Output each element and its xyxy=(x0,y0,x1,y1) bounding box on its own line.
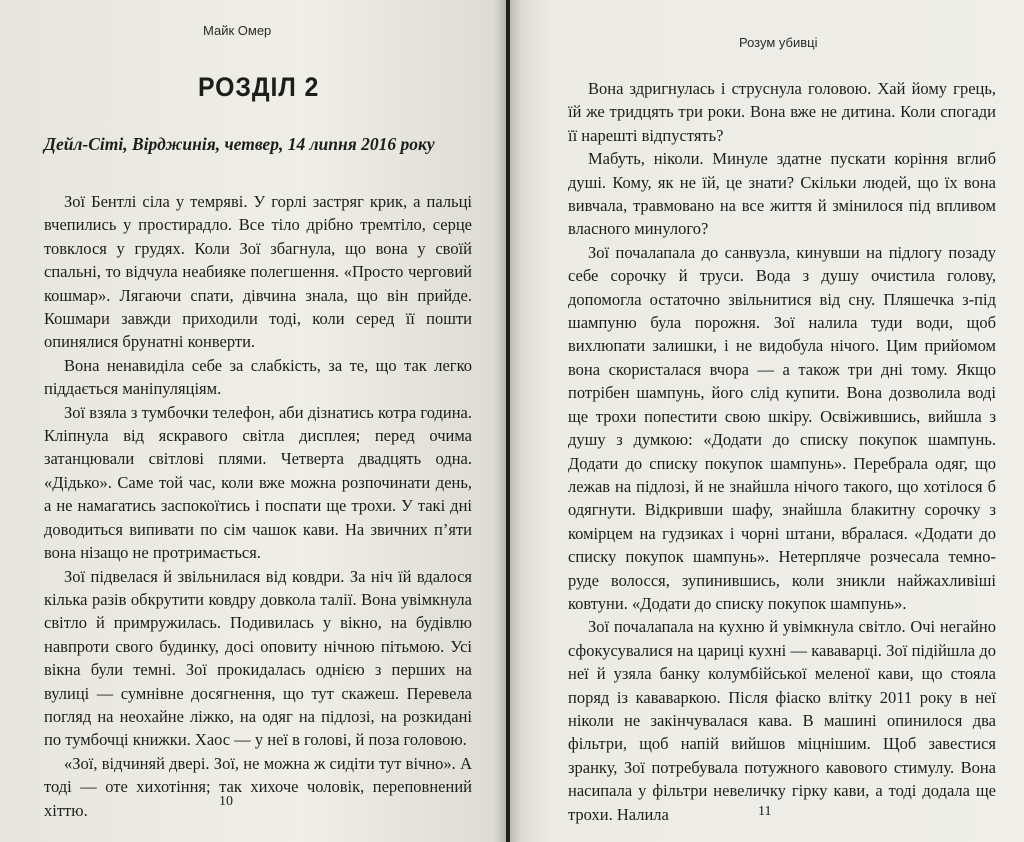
chapter-subheading: Дейл-Сіті, Вірджинія, четвер, 14 липня 2016 року xyxy=(44,134,435,154)
paragraph: Зої підвелася й звільнилася від ковдри. За ніч їй вдалося кілька разів обкрутити ковдру довкола талії. Вона увімкнула світло й примружилась. Подивилась у вікно, на будівлю навпроти свого будинку, досі оповиту нічною пітьмою. Усі вікна були темні. Зої прокидалась однією з перших на вулиці — сумнівне досягнення, що тут скажеш. Перевела погляд на неохайне ліжко, на одяг на підлозі, на розкидані по тумбочці книжки. Хаос — у неї в голові, й поза головою. xyxy=(44,566,472,750)
paragraph: Зої почалапала до санвузла, кинувши на підлогу позаду себе сорочку й труси. Вода з душу очистила голову, допомогла остаточно звільнитися від сну. Пляшечка з-під шампуню була порожня. Зої налила туди води, щоб вихлюпати залишки, і не видобула нічого. Цим прийомом вона скористалася вчора — а також три дні тому. Якщо потрібен шампунь, його слід купити. Вона дозволила воді ще трохи попестити свою шкіру. Освіжившись, вийшла з душу з думкою: «Додати до списку покупок шампунь. Додати до списку покупок шампунь». Перебрала одяг, що лежав на підлозі, й не знайшла нічого такого, що хотілося б одягнути. Відкривши шафу, знайшла блакитну сорочку з комірцем на гудзиках і чорні штани, вбралася. «Додати до списку покупок шампунь». Нетерпляче розчесала темно-руде волосся, зупинившись, коли зникли найжахливіші ковтуни. «Додати до списку покупок шампунь». xyxy=(568,242,996,613)
running-head-author: Майк Омер xyxy=(203,23,272,38)
paragraph: Вона здригнулась і струснула головою. Хай йому грець, їй же тридцять три роки. Вона вже не дитина. Коли спогади її нарешті відпустять? xyxy=(568,79,996,145)
paragraph: Вона ненавиділа себе за слабкість, за те, що так легко піддається маніпуляціям. xyxy=(44,355,472,399)
paragraph: «Зої, відчиняй двері. Зої, не можна ж сидіти тут вічно». А тоді — оте хихотіння; так хихоче чоловік, переповнений хіттю. xyxy=(44,753,472,820)
paragraph: Зої Бентлі сіла у темряві. У горлі застряг крик, а пальці вчепились у простирадло. Все тіло дрібно тремтіло, серце товклося у грудях. Коли Зої збагнула, що вона у своїй спальні, то відчула неабияке полегшення. «Просто черговий кошмар». Лягаючи спати, дівчина знала, що він прийде. Кошмари завжди приходили тоді, коли серед її пошти опинялися брунатні конверти. xyxy=(44,192,472,352)
left-page xyxy=(0,0,506,842)
paragraph: Мабуть, ніколи. Минуле здатне пускати коріння вглиб душі. Кому, як не їй, це знати? Скільки людей, що їх вона вивчала, травмовано на все життя й змінилося під впливом власного минулого? xyxy=(568,149,996,239)
right-body-text xyxy=(568,77,996,826)
right-page xyxy=(510,0,1024,842)
left-body-text xyxy=(44,190,472,822)
book-gutter-shadow xyxy=(494,0,522,842)
chapter-title: РОЗДІЛ 2 xyxy=(198,72,320,102)
paragraph: Зої почалапала на кухню й увімкнула світло. Очі негайно сфокусувалися на цариці кухні — кававарці. Зої підійшла до неї й узяла банку колумбійської меленої кави, що стояла поряд із кававаркою. Після фіаско влітку 2011 року в неї ніколи не закінчувалася кава. В машині опинилося два фільтри, щоб напій вийшов міцнішим. Щоб завестися зранку, Зої потребувала потужного кавового стимулу. Вона насипала у фільтри невеличку гірку кави, а тоді додала ще трохи. Налила xyxy=(568,617,996,824)
paragraph: Зої взяла з тумбочки телефон, аби дізнатись котра година. Кліпнула від яскравого світла дисплея; перед очима затанцювали світлові плями. Четверта двадцять одна. «Дідько». Саме той час, коли вже можна розпочинати день, а не намагатись заспокоїтись і поспати ще трохи. У такі дні доводиться випивати по сім чашок кави. На звичних п’яти вона нізащо не протримається. xyxy=(44,402,472,563)
page-number: 10 xyxy=(219,794,233,809)
page-number: 11 xyxy=(758,804,772,819)
running-head-title: Розум убивці xyxy=(739,35,818,50)
